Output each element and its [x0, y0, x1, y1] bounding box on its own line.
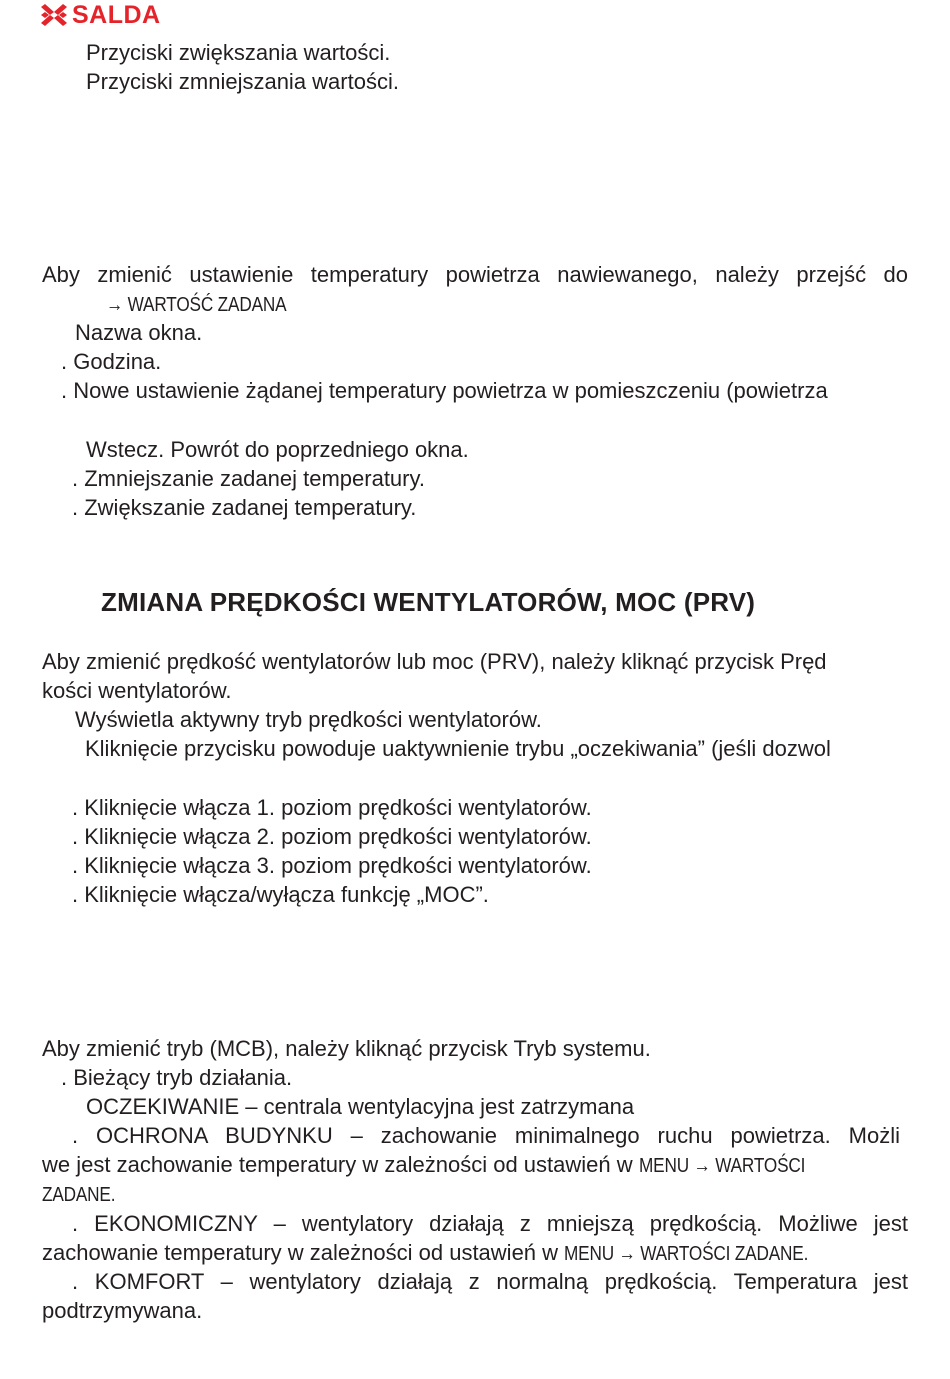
time-item: . Godzina.	[61, 349, 162, 374]
decrease-temperature-item: . Zmniejszanie zadanej temperatury.	[72, 466, 425, 491]
brand-name: SALDA	[72, 1, 161, 29]
active-fan-mode-item: Wyświetla aktywny tryb prędkości wentylatorów.	[75, 707, 542, 732]
increase-temperature-item: . Zwiększanie zadanej temperatury.	[72, 495, 417, 520]
comfort-line1: . KOMFORT – wentylatory działają z normalną prędkością. Temperatura jest	[72, 1269, 908, 1294]
window-name-item: Nazwa okna.	[75, 320, 203, 345]
fan-intro-line2: kości wentylatorów.	[42, 678, 232, 703]
economic-line2: zachowanie temperatury w zależności od ustawień w MENU → WARTOŚCI ZADANE.	[42, 1240, 809, 1265]
brand-logo	[41, 2, 161, 28]
decrease-buttons-text: Przyciski zmniejszania wartości.	[86, 69, 399, 94]
fan-section-title: ZMIANA PRĘDKOŚCI WENTYLATORÓW, MOC (PRV)	[101, 587, 756, 617]
fan-intro-line1: Aby zmienić prędkość wentylatorów lub moc (PRV), należy kliknąć przycisk Pręd	[42, 649, 827, 674]
mode-intro: Aby zmienić tryb (MCB), należy kliknąć przycisk Tryb systemu.	[42, 1036, 651, 1061]
standby-click-item: Kliknięcie przycisku powoduje uaktywnienie trybu „oczekiwania” (jeśli dozwol	[85, 736, 831, 761]
comfort-line2: podtrzymywana.	[42, 1298, 203, 1323]
current-mode-item: . Bieżący tryb działania.	[61, 1065, 293, 1090]
building-protection-line3: ZADANE.	[42, 1184, 116, 1206]
building-protection-line2: we jest zachowanie temperatury w zależności od ustawień w MENU → WARTOŚCI	[42, 1152, 805, 1177]
boost-toggle-item: . Kliknięcie włącza/wyłącza funkcję „MOC”.	[72, 882, 489, 907]
back-item: Wstecz. Powrót do poprzedniego okna.	[86, 437, 469, 462]
fan-level3-item: . Kliknięcie włącza 3. poziom prędkości wentylatorów.	[72, 853, 592, 878]
temperature-intro: Aby zmienić ustawienie temperatury powietrza nawiewanego, należy przejść do	[42, 262, 908, 287]
economic-line1: . EKONOMICZNY – wentylatory działają z mniejszą prędkością. Możliwe jest	[72, 1211, 908, 1236]
salda-logo-icon	[41, 4, 67, 26]
increase-buttons-text: Przyciski zwiększania wartości.	[86, 40, 391, 65]
new-temperature-item: . Nowe ustawienie żądanej temperatury powietrza w pomieszczeniu (powietrza	[61, 378, 828, 403]
building-protection-line1: . OCHRONA BUDYNKU – zachowanie minimalnego ruchu powietrza. Możli	[72, 1123, 900, 1148]
standby-mode-item: OCZEKIWANIE – centrala wentylacyjna jest zatrzymana	[86, 1094, 635, 1119]
temperature-menu-path: → WARTOŚĆ ZADANA	[106, 294, 287, 316]
fan-level1-item: . Kliknięcie włącza 1. poziom prędkości wentylatorów.	[72, 795, 592, 820]
fan-level2-item: . Kliknięcie włącza 2. poziom prędkości wentylatorów.	[72, 824, 592, 849]
